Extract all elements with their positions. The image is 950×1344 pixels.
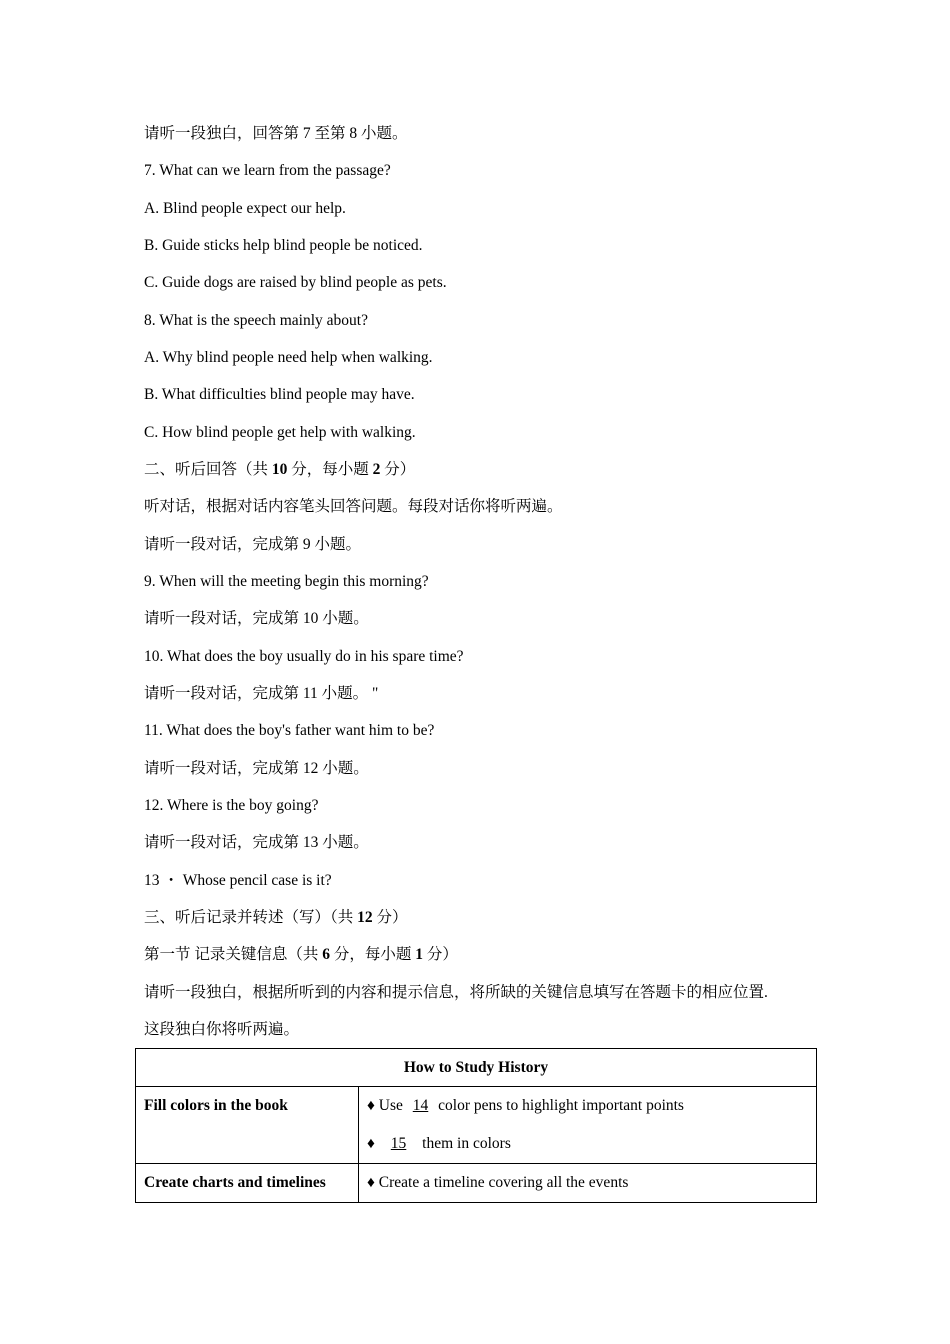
section-2-heading: 二、听后回答（共 10 分，每小题 2 分）: [144, 461, 416, 478]
row-content-charts-timelines: [359, 1164, 817, 1203]
item-blank-15: ♦ 15 them in colors: [367, 1125, 808, 1163]
row-content-fill-colors: [359, 1087, 817, 1164]
question-8: 8. What is the speech mainly about?: [144, 312, 368, 329]
blank-15: 15: [390, 1135, 407, 1152]
q7-option-c: C. Guide dogs are raised by blind people as pets.: [144, 274, 447, 291]
q8-option-a: A. Why blind people need help when walking.: [144, 349, 433, 366]
part-1-listen-twice: 这段独白你将听两遍。: [144, 1021, 300, 1038]
question-13: 13 ・ Whose pencil case is it?: [144, 872, 332, 889]
q7-option-b: B. Guide sticks help blind people be noticed.: [144, 237, 423, 254]
instruction-q7-8: 请听一段独白，回答第 7 至第 8 小题。: [144, 125, 408, 142]
part-1-instruction: 请听一段独白，根据所听到的内容和提示信息，将所缺的关键信息填写在答题卡的相应位置.: [144, 984, 768, 1001]
q8-option-c: C. How blind people get help with walking.: [144, 424, 416, 441]
part-1-heading: 第一节 记录关键信息（共 6 分，每小题 1 分）: [144, 946, 458, 963]
table-title-row: [136, 1049, 817, 1087]
table-title: How to Study History: [136, 1049, 817, 1087]
section-3-heading: 三、听后记录并转述（写）（共 12 分）: [144, 909, 408, 926]
instruction-q13: 请听一段对话，完成第 13 小题。: [144, 834, 369, 851]
table-row: [136, 1164, 817, 1203]
question-7: 7. What can we learn from the passage?: [144, 162, 391, 179]
item-create-timeline: ♦ Create a timeline covering all the events: [367, 1174, 629, 1191]
instruction-q12: 请听一段对话，完成第 12 小题。: [144, 760, 369, 777]
table-row: [136, 1087, 817, 1164]
q8-option-b: B. What difficulties blind people may have.: [144, 386, 415, 403]
question-12: 12. Where is the boy going?: [144, 797, 319, 814]
row-label-charts-timelines: Create charts and timelines: [136, 1164, 359, 1203]
q7-option-a: A. Blind people expect our help.: [144, 200, 346, 217]
item-use-color-pens: ♦ Use 14 color pens to highlight important points: [367, 1087, 808, 1125]
instruction-q10: 请听一段对话，完成第 10 小题。: [144, 610, 369, 627]
instruction-q9: 请听一段对话，完成第 9 小题。: [144, 536, 362, 553]
question-11: 11. What does the boy's father want him to be?: [144, 722, 435, 739]
instruction-q11: 请听一段对话，完成第 11 小题。 ": [144, 685, 379, 702]
question-9: 9. When will the meeting begin this morning?: [144, 573, 429, 590]
blank-14: 14: [412, 1097, 429, 1114]
section-2-instruction: 听对话，根据对话内容笔头回答问题。每段对话你将听两遍。: [144, 498, 563, 515]
study-history-table: [135, 1048, 817, 1203]
row-label-fill-colors: Fill colors in the book: [136, 1087, 359, 1164]
question-10: 10. What does the boy usually do in his spare time?: [144, 648, 464, 665]
